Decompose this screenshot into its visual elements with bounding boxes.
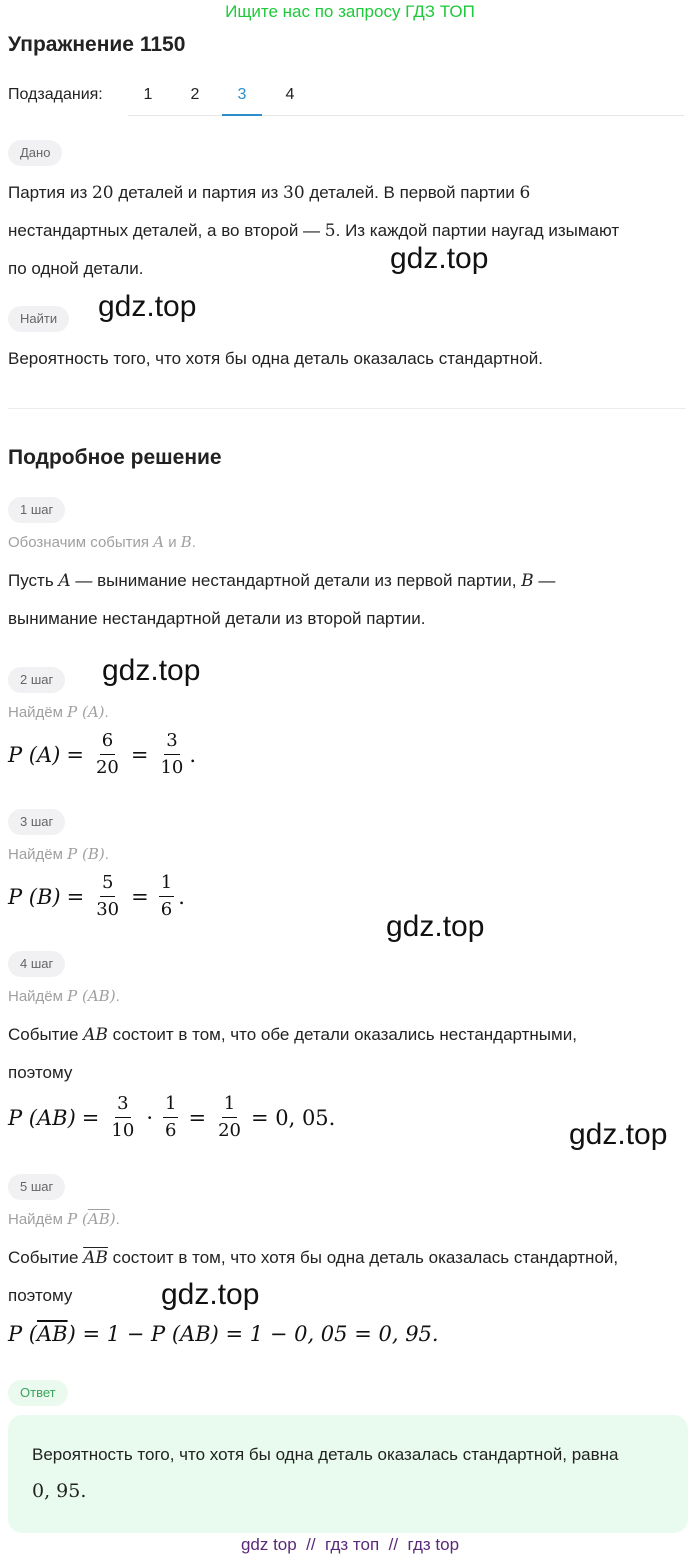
- numerator: 1: [163, 1093, 178, 1118]
- watermark: gdz.top: [98, 290, 197, 323]
- given-number: 5: [324, 221, 336, 241]
- given-line-1: [8, 174, 678, 212]
- given-text-part: . Из каждой партии наугад изымают: [335, 221, 620, 240]
- step-3-formula: [8, 872, 185, 921]
- overlined-symbol: $\overline{AB}$: [37, 1322, 68, 1346]
- hint-text: Найдём: [8, 846, 68, 863]
- math-symbol: P (A): [67, 703, 105, 721]
- watermark: gdz.top: [102, 654, 201, 687]
- formula-lhs: P (A): [8, 742, 61, 767]
- fraction: [158, 730, 185, 779]
- numerator: 3: [115, 1093, 130, 1118]
- step-4-hint: [8, 987, 120, 1005]
- watermark: gdz.top: [386, 910, 485, 943]
- equals-sign: =: [130, 742, 149, 767]
- formula-end: .: [189, 742, 197, 767]
- watermark: gdz.top: [161, 1278, 260, 1311]
- hint-text: Найдём: [8, 988, 68, 1005]
- denominator: 10: [111, 1120, 135, 1141]
- math-symbol: AB: [83, 1025, 108, 1045]
- math-symbol: B: [180, 533, 192, 551]
- denominator: 20: [95, 757, 119, 778]
- given-badge: Дано: [8, 140, 62, 166]
- multiply-sign: ·: [146, 1105, 153, 1130]
- math-symbol: A: [153, 533, 165, 551]
- answer-line-1: Вероятность того, что хотя бы одна деталь оказалась стандартной, равна: [32, 1445, 619, 1464]
- numerator: 6: [100, 730, 115, 755]
- formula-lhs: P (: [8, 1322, 37, 1346]
- watermark: gdz.top: [390, 242, 489, 275]
- equals-sign: =: [188, 1105, 207, 1130]
- given-text-part: деталей и партия из: [113, 183, 283, 202]
- step-text: Событие: [8, 1248, 84, 1267]
- given-line-2: [8, 212, 678, 250]
- given-text: [8, 174, 678, 287]
- step-5-line-1: [8, 1239, 678, 1277]
- denominator: 10: [160, 757, 184, 778]
- tab-subtask-1[interactable]: 1: [143, 86, 153, 103]
- answer-value: 0, 95.: [32, 1480, 87, 1502]
- equals-sign: =: [131, 884, 149, 909]
- step-2-badge: 2 шаг: [8, 667, 65, 693]
- tab-subtask-3[interactable]: 3: [222, 86, 262, 116]
- given-number: 6: [519, 183, 531, 203]
- numerator: 1: [222, 1093, 237, 1118]
- fraction: [216, 1093, 243, 1142]
- answer-badge: Ответ: [8, 1380, 68, 1406]
- step-5-badge: 5 шаг: [8, 1174, 65, 1200]
- tab-subtask-2[interactable]: 2: [190, 86, 200, 103]
- math-symbol: P (: [67, 1210, 88, 1228]
- math-symbol: ): [109, 1210, 116, 1228]
- step-1-line-2: вынимание нестандартной детали из второй партии.: [8, 609, 426, 628]
- step-2-hint: [8, 703, 109, 721]
- step-2-formula: [8, 730, 196, 779]
- section-divider: [8, 408, 686, 409]
- given-number: 30: [283, 183, 305, 203]
- equals-sign: =: [66, 884, 85, 909]
- step-1-line-1: [8, 562, 678, 600]
- step-5-hint: [8, 1210, 120, 1228]
- subtasks-label: Подзадания:: [8, 86, 103, 103]
- numerator: 3: [164, 730, 179, 755]
- find-text: Вероятность того, что хотя бы одна деталь оказалась стандартной.: [8, 349, 543, 368]
- formula-tail: = 0, 05.: [250, 1105, 336, 1130]
- hint-text: .: [115, 1211, 120, 1228]
- hint-text: .: [115, 988, 120, 1005]
- step-4-line-2: поэтому: [8, 1063, 73, 1082]
- step-3-hint: [8, 845, 109, 863]
- step-text: Пусть: [8, 571, 59, 590]
- find-badge: Найти: [8, 306, 69, 332]
- denominator: 6: [165, 1120, 177, 1141]
- overlined-symbol: $\overline{AB}$: [83, 1248, 108, 1268]
- footer-links[interactable]: gdz top // гдз топ // гдз top: [240, 1535, 460, 1554]
- hint-text: Найдём: [8, 1211, 68, 1228]
- step-5-formula: [8, 1322, 439, 1346]
- answer-box: [8, 1415, 688, 1533]
- numerator: 1: [159, 872, 174, 897]
- step-4-badge: 4 шаг: [8, 951, 65, 977]
- formula-lhs: P (B): [8, 884, 61, 909]
- hint-text: Найдём: [8, 704, 68, 721]
- hint-text: .: [191, 534, 196, 551]
- promo-banner[interactable]: Ищите нас по запросу ГДЗ ТОП: [225, 2, 475, 21]
- subtasks-tabs: [128, 76, 684, 116]
- step-text: состоит в том, что хотя бы одна деталь оказалась стандартной,: [107, 1248, 619, 1267]
- hint-text: .: [104, 704, 109, 721]
- step-text: Событие: [8, 1025, 84, 1044]
- equals-sign: =: [66, 742, 84, 767]
- step-5-text: [8, 1239, 678, 1314]
- step-text: состоит в том, что обе детали оказались нестандартными,: [107, 1025, 577, 1044]
- fraction: [94, 872, 121, 921]
- denominator: 30: [96, 899, 120, 920]
- overlined-symbol: $\overline{AB}$: [87, 1210, 110, 1228]
- given-line-3: по одной детали.: [8, 259, 144, 278]
- formula-rest: ) = 1 − P (AB) = 1 − 0, 05 = 0, 95.: [67, 1322, 439, 1346]
- step-4-line-1: [8, 1016, 678, 1054]
- page-title: Упражнение 1150: [8, 33, 186, 56]
- fraction: [163, 1093, 178, 1142]
- step-5-line-2: поэтому: [8, 1286, 73, 1305]
- given-text-part: Партия из: [8, 183, 92, 202]
- step-1-badge: 1 шаг: [8, 497, 65, 523]
- solution-title: Подробное решение: [8, 446, 222, 469]
- step-text: — вынимание нестандартной детали из первой партии,: [70, 571, 522, 590]
- equals-sign: =: [81, 1105, 100, 1130]
- given-text-part: деталей. В первой партии: [304, 183, 520, 202]
- hint-text: и: [164, 534, 181, 551]
- denominator: 6: [160, 899, 173, 920]
- denominator: 20: [218, 1120, 241, 1141]
- formula-lhs: P (AB): [8, 1105, 76, 1130]
- step-4-text: [8, 1016, 678, 1091]
- given-number: 20: [91, 183, 114, 203]
- math-symbol: A: [58, 571, 71, 591]
- step-3-badge: 3 шаг: [8, 809, 65, 835]
- fraction: [94, 730, 121, 779]
- hint-text: Обозначим события: [8, 534, 154, 551]
- tab-subtask-4[interactable]: 4: [285, 86, 295, 103]
- step-1-text: [8, 562, 678, 637]
- watermark: gdz.top: [569, 1118, 668, 1151]
- math-symbol: P (B): [67, 845, 105, 863]
- step-1-hint: [8, 533, 196, 551]
- answer-text: [32, 1437, 672, 1509]
- numerator: 5: [100, 872, 115, 897]
- given-text-part: нестандартных деталей, а во второй —: [8, 221, 325, 240]
- formula-end: .: [178, 884, 185, 909]
- fraction: [159, 872, 174, 921]
- math-symbol: B: [521, 571, 534, 591]
- hint-text: .: [104, 846, 109, 863]
- fraction: [109, 1093, 136, 1142]
- step-text: —: [533, 571, 556, 590]
- step-4-formula: [8, 1093, 335, 1142]
- math-symbol: P (AB): [67, 987, 116, 1005]
